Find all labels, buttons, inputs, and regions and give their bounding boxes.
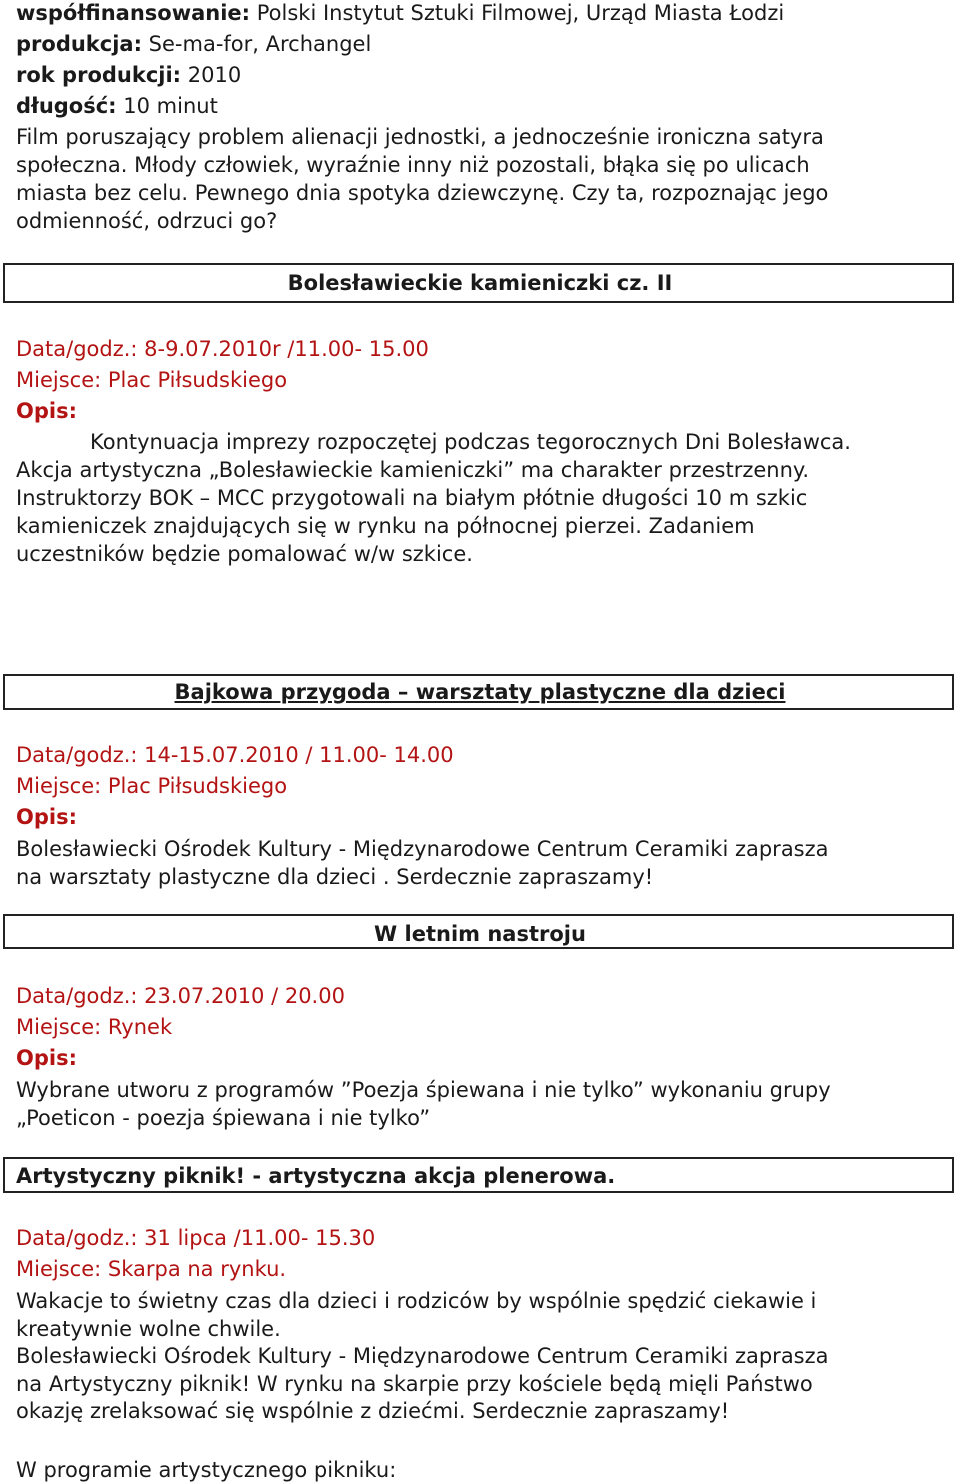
credit-label: współfinansowanie:	[16, 1, 251, 25]
event-description-line: okazję zrelaksować się wspólnie z dziećmi. Serdecznie zapraszamy!	[16, 1399, 730, 1423]
event-place: Miejsce: Plac Piłsudskiego	[16, 774, 288, 798]
credit-year	[16, 62, 241, 88]
event-date: Data/godz.: 23.07.2010 / 20.00	[16, 984, 345, 1008]
film-description-line: społeczna. Młody człowiek, wyraźnie inny niż pozostali, błąka się po ulicach	[16, 153, 810, 177]
credit-label: produkcja:	[16, 32, 142, 56]
event-description-line: Wakacje to świetny czas dla dzieci i rodziców by wspólnie spędzić ciekawie i	[16, 1289, 817, 1313]
credit-cofinancing	[16, 0, 784, 26]
event-description-line: na Artystyczny piknik! W rynku na skarpie przy kościele będą mięli Państwo	[16, 1372, 813, 1396]
event-description-line: Akcja artystyczna „Bolesławieckie kamieniczki” ma charakter przestrzenny.	[16, 458, 809, 482]
credit-length	[16, 93, 218, 119]
event-place: Miejsce: Skarpa na rynku.	[16, 1257, 287, 1281]
film-description-line: miasta bez celu. Pewnego dnia spotyka dziewczynę. Czy ta, rozpoznając jego	[16, 181, 829, 205]
film-description-line: Film poruszający problem alienacji jednostki, a jednocześnie ironiczna satyra	[16, 125, 824, 149]
event-date: Data/godz.: 31 lipca /11.00- 15.30	[16, 1226, 376, 1250]
event-opis-label: Opis:	[16, 1046, 77, 1070]
event-description-line: kamieniczek znajdujących się w rynku na północnej pierzei. Zadaniem	[16, 514, 755, 538]
event-opis-label: Opis:	[16, 399, 77, 423]
credit-value: 10 minut	[123, 94, 218, 118]
event-description-line: Kontynuacja imprezy rozpoczętej podczas tegorocznych Dni Bolesławca.	[90, 430, 851, 454]
event-title: Bolesławieckie kamieniczki cz. II	[287, 271, 673, 295]
event-date: Data/godz.: 14-15.07.2010 / 11.00- 14.00	[16, 743, 454, 767]
event-date: Data/godz.: 8-9.07.2010r /11.00- 15.00	[16, 337, 429, 361]
event-title: Bajkowa przygoda – warsztaty plastyczne dla dzieci	[174, 680, 786, 704]
event-description-line: uczestników będzie pomalować w/w szkice.	[16, 542, 473, 566]
event-opis-label: Opis:	[16, 805, 77, 829]
event-title: W letnim nastroju	[374, 922, 586, 946]
credit-production	[16, 31, 371, 57]
credit-value: Polski Instytut Sztuki Filmowej, Urząd Miasta Łodzi	[256, 1, 785, 25]
credit-value: 2010	[187, 63, 242, 87]
event-description-line: Bolesławiecki Ośrodek Kultury - Międzynarodowe Centrum Ceramiki zaprasza	[16, 1344, 829, 1368]
event-description-line: „Poeticon - poezja śpiewana i nie tylko”	[16, 1106, 431, 1130]
film-description-line: odmienność, odrzuci go?	[16, 209, 278, 233]
event-place: Miejsce: Rynek	[16, 1015, 173, 1039]
event-description-line: kreatywnie wolne chwile.	[16, 1317, 281, 1341]
event-description-line: Wybrane utworu z programów ”Poezja śpiewana i nie tylko” wykonaniu grupy	[16, 1078, 831, 1102]
event-description-line: na warsztaty plastyczne dla dzieci . Serdecznie zapraszamy!	[16, 865, 654, 889]
credit-label: rok produkcji:	[16, 63, 182, 87]
event-description-line: Bolesławiecki Ośrodek Kultury - Międzynarodowe Centrum Ceramiki zaprasza	[16, 837, 829, 861]
program-label: W programie artystycznego pikniku:	[16, 1458, 397, 1482]
event-title: Artystyczny piknik! - artystyczna akcja plenerowa.	[16, 1164, 616, 1188]
event-description-line: Instruktorzy BOK – MCC przygotowali na białym płótnie długości 10 m szkic	[16, 486, 808, 510]
event-place: Miejsce: Plac Piłsudskiego	[16, 368, 288, 392]
credit-value: Se-ma-for, Archangel	[148, 32, 372, 56]
credit-label: długość:	[16, 94, 117, 118]
